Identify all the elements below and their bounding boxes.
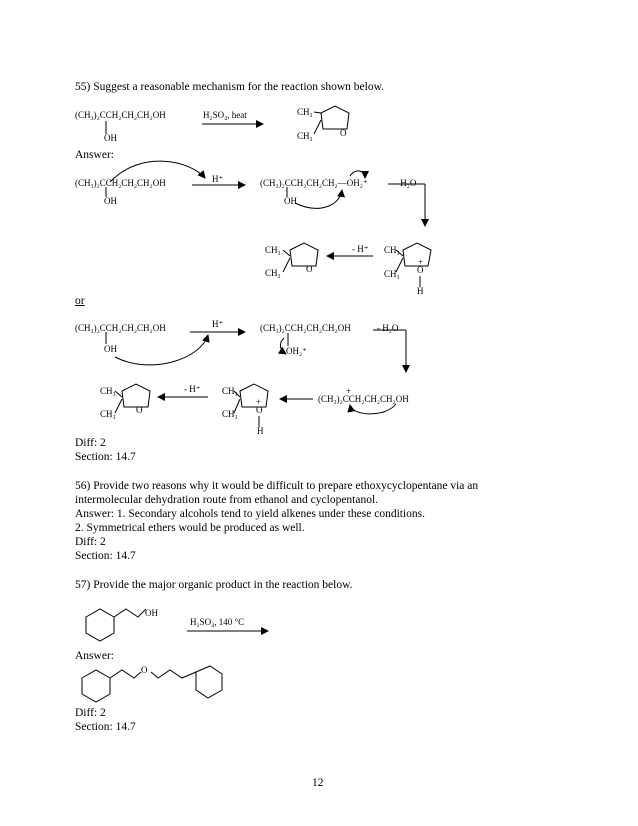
q57-diff: Diff: 2: [75, 707, 106, 719]
q55-protonated-alcohol: (CH₃)₂CCH₂CH₂CH₂—OH₂⁺: [260, 178, 368, 188]
q55-reactant-oh: OH: [104, 133, 117, 143]
q57-product-cyclohexane-right: [196, 666, 222, 698]
q55-alt-product-ring: [122, 384, 150, 407]
q55-product-ring: [321, 106, 349, 129]
q55-alt-h: H⁺: [212, 319, 224, 329]
q55-step1-reactant: (CH₃)₂CCH₂CH₂CH₂OH: [75, 178, 166, 188]
q57-product-cyclohexane-left: [82, 670, 110, 702]
q55-reagent: H₂SO₄, heat: [203, 110, 247, 120]
q57-product-chain: [110, 670, 141, 678]
q55-minus-h-1: - H⁺: [352, 244, 369, 254]
q55-section: Section: 14.7: [75, 451, 136, 463]
q55-or: or: [75, 295, 85, 307]
q55-alt-oxonium-plus: +: [256, 397, 262, 407]
q55-oxonium-ring: [403, 243, 431, 266]
q55-alt-oxonium-ring: [240, 384, 268, 407]
q57-reactant-cyclohexane: [86, 609, 114, 641]
q56-answer-line2: 2. Symmetrical ethers would be produced as well.: [75, 522, 305, 534]
q55-alt-curved-arrow-2: [350, 404, 396, 414]
q55-alt-protonated: (CH₃)₂CCH₂CH₂CH₂OH: [260, 323, 351, 333]
q56-section: Section: 14.7: [75, 550, 136, 562]
q56-diff: Diff: 2: [75, 536, 106, 548]
q55-reactant: (CH₃)₂CCH₂CH₂CH₂OH: [75, 110, 166, 120]
q55-alt-oxonium-h: H: [257, 426, 264, 436]
q55-minus-h2o-2: - H₂O: [377, 323, 399, 333]
q55-diff: Diff: 2: [75, 437, 106, 449]
q57-oh: OH: [145, 608, 158, 618]
q55-step1-oh: OH: [104, 196, 117, 206]
page-number: 12: [312, 777, 324, 789]
q55-alt-product-ch3-bottom: CH₃: [100, 409, 116, 419]
q55-carbocation-plus: +: [346, 386, 352, 396]
q55-alt-reactant-oh: OH: [104, 344, 117, 354]
q55-oxonium-plus: +: [418, 257, 424, 267]
q57-section: Section: 14.7: [75, 721, 136, 733]
q55-alt-product-o: O: [136, 405, 143, 415]
q55-oxonium-o: O: [417, 265, 424, 275]
q55-oxonium-ch3-top: CH₃: [384, 245, 400, 255]
q55-alt-oxonium-ch3-top: CH₃: [222, 386, 238, 396]
q55-protonated-oh: OH: [284, 196, 297, 206]
q55-answer-label: Answer:: [75, 149, 114, 161]
q55-alt-product-ch3-top: CH₃: [100, 386, 116, 396]
q57-reagent: H₂SO₄, 140 °C: [190, 617, 245, 627]
q55-carbocation: (CH₃)₂CCH₂CH₂CH₂OH: [318, 394, 409, 404]
q57-answer-label: Answer:: [75, 650, 114, 662]
q55-row2-product-ch3-top: CH₃: [265, 245, 281, 255]
q55-row2-product-ring: [290, 243, 318, 266]
q56-question-line2: intermolecular dehydration route from ethanol and cyclopentanol.: [75, 494, 379, 506]
q55-oxonium-ch3-bottom: CH₃: [384, 269, 400, 279]
q55-alt-oxonium-o: O: [256, 405, 263, 415]
q55-alt-reactant: (CH₃)₂CCH₂CH₂CH₂OH: [75, 323, 166, 333]
q55-product-ch3-top: CH₃: [297, 107, 313, 117]
q55-product-ch3-bottom: CH₃: [297, 131, 313, 141]
q55-question: 55) Suggest a reasonable mechanism for the reaction shown below.: [75, 81, 385, 93]
q55-oxonium-h: H: [417, 286, 424, 296]
q55-step1-h: H⁺: [212, 174, 224, 184]
q55-curved-arrow-1: [110, 161, 205, 182]
q55-curved-arrow-3: [350, 171, 365, 178]
q55-row2-product-o: O: [306, 264, 313, 274]
q55-alt-oxonium-ch3-bottom: CH₃: [222, 409, 238, 419]
q55-minus-h2o-1: - H₂O: [395, 178, 417, 188]
q57-reactant-chain: [114, 609, 146, 617]
q55-alt-oh2plus: OH₂⁺: [286, 346, 307, 356]
q55-product-ring-o: O: [340, 128, 347, 138]
q55-row2-product-ch3-bottom: CH₃: [265, 268, 281, 278]
q57-ether-o: O: [141, 665, 148, 675]
q55-curved-arrow-2: [295, 190, 342, 208]
q57-question: 57) Provide the major organic product in the reaction below.: [75, 579, 353, 591]
q56-question-line1: 56) Provide two reasons why it would be difficult to prepare ethoxycyclopentane via an: [75, 480, 479, 492]
q55-minus-h-2: - H⁺: [184, 384, 201, 394]
q55-alt-curved-arrow: [115, 335, 208, 365]
q56-answer-line1: Answer: 1. Secondary alcohols tend to yield alkenes under these conditions.: [75, 508, 426, 520]
